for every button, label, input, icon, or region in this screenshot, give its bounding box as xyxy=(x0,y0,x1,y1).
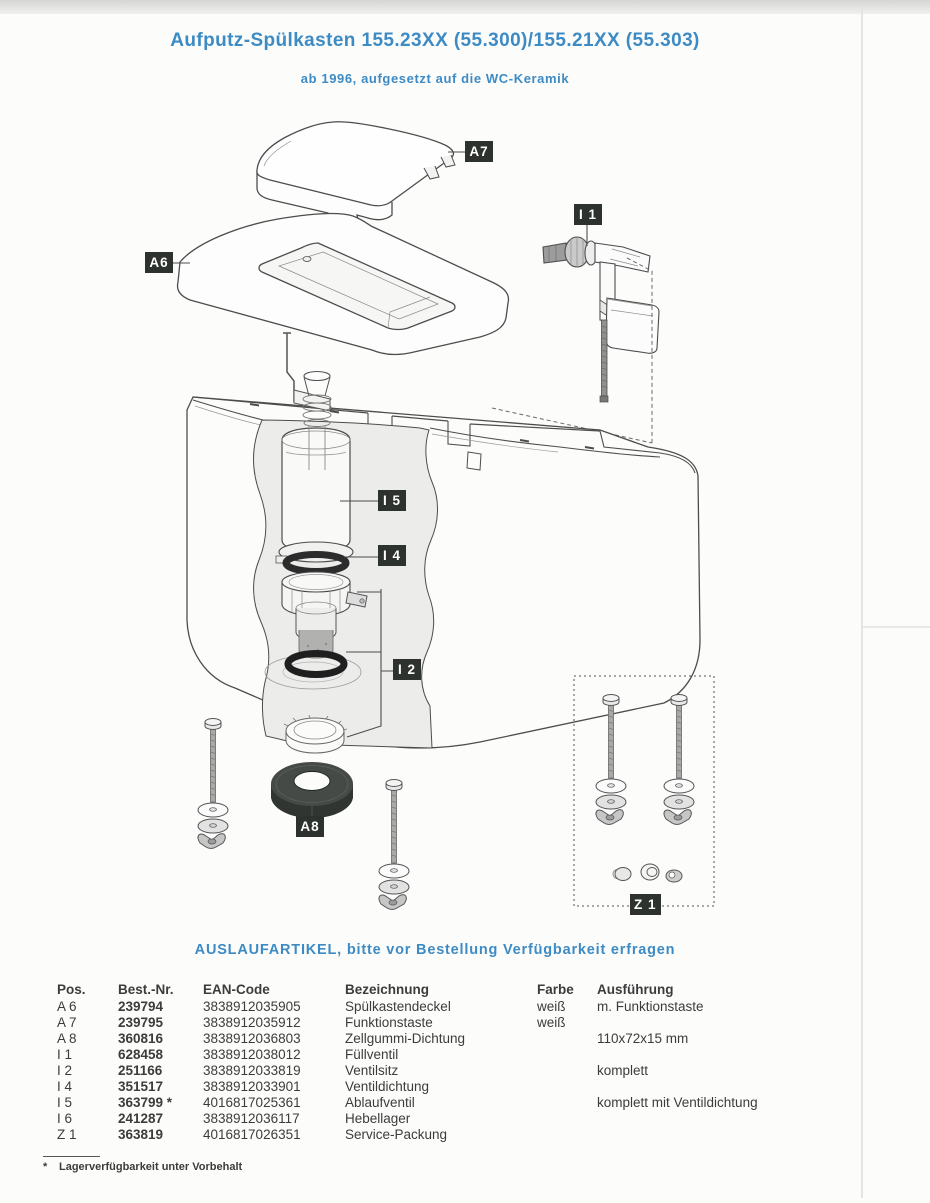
cell-farbe xyxy=(537,1063,597,1079)
column-header: Ausführung xyxy=(597,982,674,997)
cell-ausfuehrung: komplett mit Ventildichtung xyxy=(597,1095,758,1110)
cell-farbe: weiß xyxy=(537,999,566,1014)
page-title: Aufputz-Spülkasten 155.23XX (55.300)/155.21XX (55.303) xyxy=(170,30,700,51)
cell-ean: 3838912035912 xyxy=(203,1015,301,1030)
callout-a7: A7 xyxy=(465,141,493,162)
callout-z1: Z 1 xyxy=(630,894,661,915)
table-row xyxy=(57,1063,817,1079)
cell-nr: 628458 xyxy=(118,1047,164,1062)
table-row xyxy=(57,1047,817,1063)
table-row xyxy=(57,1095,817,1111)
cell-nr: 239795 xyxy=(118,1015,164,1030)
table-row xyxy=(57,1015,817,1031)
footnote-text: Lagerverfügbarkeit unter Vorbehalt xyxy=(59,1161,243,1173)
table-row xyxy=(57,1127,817,1143)
cell-ean: 3838912035905 xyxy=(203,999,301,1014)
cell-ean: 4016817025361 xyxy=(203,1095,301,1110)
cell-nr: 239794 xyxy=(118,999,164,1014)
fill-valve-drawing xyxy=(492,237,659,443)
mounting-bolt-center xyxy=(379,780,409,910)
cell-ausfuehrung xyxy=(597,1047,817,1063)
cell-pos: Z 1 xyxy=(57,1127,77,1142)
parts-table xyxy=(57,982,817,1143)
table-row xyxy=(57,1111,817,1127)
cell-nr: 360816 xyxy=(118,1031,164,1046)
callout-i4: I 4 xyxy=(378,545,406,566)
cell-nr: 351517 xyxy=(118,1079,164,1094)
cell-ausfuehrung xyxy=(597,1111,817,1127)
cell-ean: 3838912033901 xyxy=(203,1079,301,1094)
cell-ausfuehrung xyxy=(597,1015,817,1031)
parts-table-body xyxy=(57,999,817,1143)
cell-ausfuehrung: 110x72x15 mm xyxy=(597,1031,689,1046)
flush-valve-drawing xyxy=(276,333,353,572)
cell-name: Funktionstaste xyxy=(345,1015,433,1030)
cell-nr: 241287 xyxy=(118,1111,164,1126)
page-subtitle: ab 1996, aufgesetzt auf die WC-Keramik xyxy=(300,71,570,86)
cell-name: Zellgummi-Dichtung xyxy=(345,1031,466,1046)
callout-i5: I 5 xyxy=(378,490,406,511)
cell-pos: I 1 xyxy=(57,1047,73,1062)
cell-ean: 3838912033819 xyxy=(203,1063,301,1078)
cell-pos: I 4 xyxy=(57,1079,73,1094)
cell-name: Füllventil xyxy=(345,1047,399,1062)
column-header: Pos. xyxy=(57,982,86,997)
cell-farbe xyxy=(537,1111,597,1127)
button-plate-drawing xyxy=(257,122,455,228)
cell-pos: I 5 xyxy=(57,1095,73,1110)
column-header: EAN-Code xyxy=(203,982,270,997)
cell-ausfuehrung xyxy=(597,1127,817,1143)
callout-i1: I 1 xyxy=(574,204,602,225)
cell-farbe xyxy=(537,1079,597,1095)
cell-ean: 4016817026351 xyxy=(203,1127,301,1142)
footnote-rule xyxy=(43,1156,100,1157)
cell-pos: A 6 xyxy=(57,999,77,1014)
cell-name: Spülkastendeckel xyxy=(345,999,451,1014)
column-header: Bezeichnung xyxy=(345,982,430,997)
footnote-marker: * xyxy=(43,1161,48,1173)
parts-table-header xyxy=(57,982,817,998)
cell-name: Hebellager xyxy=(345,1111,411,1126)
cell-pos: A 7 xyxy=(57,1015,77,1030)
cell-ean: 3838912036117 xyxy=(203,1111,300,1126)
footnote xyxy=(43,1161,242,1173)
cell-ean: 3838912036803 xyxy=(203,1031,301,1046)
cell-ean: 3838912038012 xyxy=(203,1047,301,1062)
cell-nr: 363819 xyxy=(118,1127,164,1142)
table-row xyxy=(57,999,817,1015)
cell-pos: I 6 xyxy=(57,1111,73,1126)
column-header: Farbe xyxy=(537,982,574,997)
cistern-lid-drawing xyxy=(178,213,509,354)
cell-name: Ablaufventil xyxy=(345,1095,415,1110)
cell-pos: I 2 xyxy=(57,1063,73,1078)
cell-pos: A 8 xyxy=(57,1031,77,1046)
cell-nr: 363799 * xyxy=(118,1095,173,1110)
mounting-bolt-left xyxy=(198,719,228,849)
callout-i2: I 2 xyxy=(393,659,421,680)
cell-ausfuehrung xyxy=(597,1079,817,1095)
callout-a6: A6 xyxy=(145,252,173,273)
cell-farbe xyxy=(537,1031,597,1047)
callout-a8: A8 xyxy=(296,816,324,837)
table-row xyxy=(57,1031,817,1047)
cell-farbe xyxy=(537,1047,597,1063)
cell-name: Ventilsitz xyxy=(345,1063,399,1078)
cell-farbe xyxy=(537,1095,597,1111)
column-header: Best.-Nr. xyxy=(118,982,174,997)
cistern-body-drawing xyxy=(187,397,700,748)
cell-nr: 251166 xyxy=(118,1063,163,1078)
table-row xyxy=(57,1079,817,1095)
cell-farbe: weiß xyxy=(537,1015,566,1030)
cell-farbe xyxy=(537,1127,597,1143)
cell-name: Service-Packung xyxy=(345,1127,448,1142)
cell-ausfuehrung: komplett xyxy=(597,1063,649,1078)
discontinued-notice: AUSLAUFARTIKEL, bitte vor Bestellung Verfügbarkeit erfragen xyxy=(194,942,676,958)
cell-name: Ventildichtung xyxy=(345,1079,430,1094)
cell-ausfuehrung: m. Funktionstaste xyxy=(597,999,704,1014)
